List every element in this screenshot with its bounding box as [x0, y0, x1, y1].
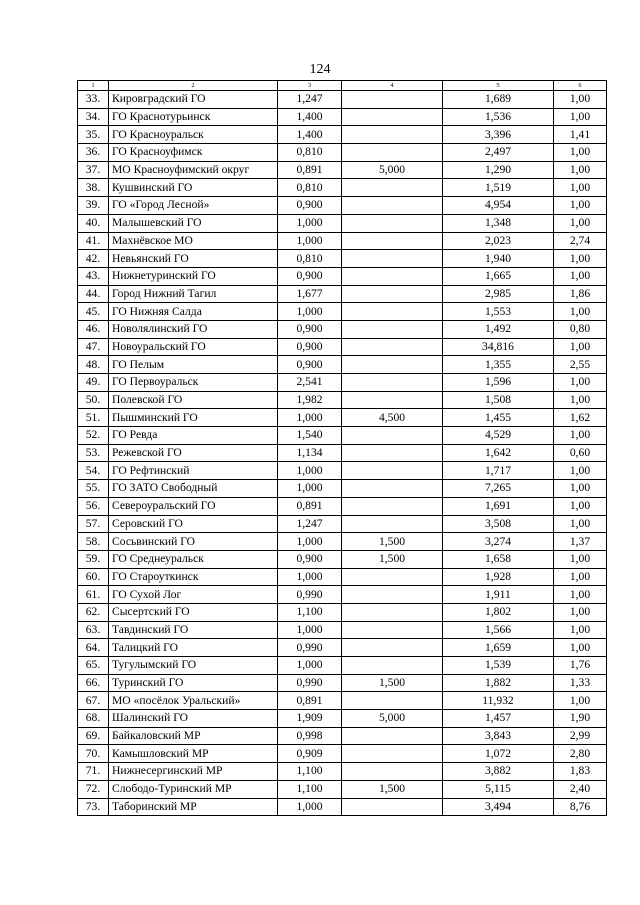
coefficient-col3: 1,000 — [278, 303, 342, 321]
table-row — [78, 303, 607, 321]
coefficient-col5: 1,539 — [443, 657, 554, 675]
column-number: 6 — [554, 81, 607, 91]
row-number: 36. — [78, 144, 109, 162]
coefficient-col3: 0,900 — [278, 320, 342, 338]
row-number: 63. — [78, 621, 109, 639]
row-number: 55. — [78, 480, 109, 498]
municipality-name: Таборинский МР — [109, 798, 278, 816]
coefficient-col3: 1,000 — [278, 462, 342, 480]
coefficient-col5: 1,911 — [443, 586, 554, 604]
coefficient-col5: 7,265 — [443, 480, 554, 498]
row-number: 61. — [78, 586, 109, 604]
coefficient-col4 — [342, 692, 443, 710]
municipality-name: ГО Краснотурьинск — [109, 108, 278, 126]
table-row — [78, 444, 607, 462]
coefficient-col3: 1,000 — [278, 621, 342, 639]
coefficient-col3: 1,000 — [278, 480, 342, 498]
coefficient-col6: 1,00 — [554, 267, 607, 285]
coefficient-col5: 1,689 — [443, 91, 554, 109]
row-number: 69. — [78, 727, 109, 745]
coefficient-col6: 1,00 — [554, 144, 607, 162]
coefficient-col6: 1,00 — [554, 374, 607, 392]
coefficient-col3: 1,909 — [278, 710, 342, 728]
coefficient-col5: 2,023 — [443, 232, 554, 250]
coefficient-col4 — [342, 197, 443, 215]
page-number: 124 — [309, 62, 331, 77]
table-row — [78, 427, 607, 445]
coefficient-col4 — [342, 303, 443, 321]
coefficient-col6: 0,80 — [554, 320, 607, 338]
coefficient-col3: 0,900 — [278, 338, 342, 356]
coefficient-col5: 1,348 — [443, 214, 554, 232]
municipality-name: ГО Пелым — [109, 356, 278, 374]
municipality-name: Режевской ГО — [109, 444, 278, 462]
table-row — [78, 338, 607, 356]
municipality-name: Шалинский ГО — [109, 710, 278, 728]
coefficient-col3: 1,400 — [278, 108, 342, 126]
municipality-name: Слободо-Туринский МР — [109, 780, 278, 798]
row-number: 40. — [78, 214, 109, 232]
coefficient-col5: 1,290 — [443, 161, 554, 179]
municipality-name: Туринский ГО — [109, 674, 278, 692]
row-number: 62. — [78, 603, 109, 621]
coefficient-col5: 4,529 — [443, 427, 554, 445]
row-number: 48. — [78, 356, 109, 374]
coefficient-col4 — [342, 763, 443, 781]
coefficient-col3: 0,900 — [278, 267, 342, 285]
coefficient-col4 — [342, 798, 443, 816]
table-row — [78, 568, 607, 586]
table-row — [78, 497, 607, 515]
municipality-name: ГО Староуткинск — [109, 568, 278, 586]
table-row — [78, 603, 607, 621]
coefficient-col5: 1,072 — [443, 745, 554, 763]
municipality-name: Североуральский ГО — [109, 497, 278, 515]
table-row — [78, 586, 607, 604]
row-number: 56. — [78, 497, 109, 515]
coefficient-col3: 1,000 — [278, 214, 342, 232]
municipality-name: Талицкий ГО — [109, 639, 278, 657]
coefficient-col5: 3,274 — [443, 533, 554, 551]
municipality-name: ГО ЗАТО Свободный — [109, 480, 278, 498]
coefficient-col3: 0,990 — [278, 586, 342, 604]
coefficient-col3: 0,900 — [278, 197, 342, 215]
coefficient-col6: 1,00 — [554, 586, 607, 604]
coefficient-col4 — [342, 250, 443, 268]
coefficient-col4: 1,500 — [342, 780, 443, 798]
municipality-name: Новоуральский ГО — [109, 338, 278, 356]
municipality-name: ГО Красноуральск — [109, 126, 278, 144]
column-number: 4 — [342, 81, 443, 91]
municipality-name: МО Красноуфимский округ — [109, 161, 278, 179]
coefficient-col5: 1,519 — [443, 179, 554, 197]
municipality-name: ГО Среднеуральск — [109, 550, 278, 568]
coefficient-col5: 3,396 — [443, 126, 554, 144]
coefficient-col6: 0,60 — [554, 444, 607, 462]
coefficient-col4 — [342, 427, 443, 445]
coefficient-col5: 1,658 — [443, 550, 554, 568]
coefficient-col3: 1,000 — [278, 568, 342, 586]
row-number: 33. — [78, 91, 109, 109]
coefficient-col4: 5,000 — [342, 161, 443, 179]
table-row — [78, 144, 607, 162]
coefficient-col3: 0,909 — [278, 745, 342, 763]
row-number: 42. — [78, 250, 109, 268]
table-row — [78, 462, 607, 480]
table-row — [78, 91, 607, 109]
table-row — [78, 161, 607, 179]
row-number: 67. — [78, 692, 109, 710]
municipality-name: Тавдинский ГО — [109, 621, 278, 639]
municipality-name: Кировградский ГО — [109, 91, 278, 109]
coefficient-col6: 1,00 — [554, 462, 607, 480]
municipality-name: ГО Красноуфимск — [109, 144, 278, 162]
municipality-name: Байкаловский МР — [109, 727, 278, 745]
municipality-name: Серовский ГО — [109, 515, 278, 533]
coefficient-col3: 0,810 — [278, 144, 342, 162]
coefficient-col3: 1,982 — [278, 391, 342, 409]
coefficient-col5: 2,497 — [443, 144, 554, 162]
table-row — [78, 692, 607, 710]
coefficient-col6: 1,00 — [554, 214, 607, 232]
table-row — [78, 250, 607, 268]
column-number-row — [78, 81, 607, 91]
municipality-name: Пышминский ГО — [109, 409, 278, 427]
municipality-name: ГО Первоуральск — [109, 374, 278, 392]
municipality-name: Малышевский ГО — [109, 214, 278, 232]
coefficient-col3: 0,998 — [278, 727, 342, 745]
row-number: 35. — [78, 126, 109, 144]
coefficient-col5: 1,566 — [443, 621, 554, 639]
table-row — [78, 179, 607, 197]
coefficient-col5: 1,882 — [443, 674, 554, 692]
coefficient-col3: 1,540 — [278, 427, 342, 445]
table-row — [78, 727, 607, 745]
municipality-name: ГО Рефтинский — [109, 462, 278, 480]
coefficient-col5: 1,940 — [443, 250, 554, 268]
table-row — [78, 108, 607, 126]
coefficient-col5: 5,115 — [443, 780, 554, 798]
row-number: 41. — [78, 232, 109, 250]
coefficient-col5: 1,536 — [443, 108, 554, 126]
coefficient-col3: 0,891 — [278, 497, 342, 515]
municipality-name: Невьянский ГО — [109, 250, 278, 268]
coefficient-col5: 3,508 — [443, 515, 554, 533]
coefficient-col3: 1,000 — [278, 232, 342, 250]
row-number: 52. — [78, 427, 109, 445]
municipality-name: Полевской ГО — [109, 391, 278, 409]
coefficient-col4 — [342, 356, 443, 374]
coefficient-col3: 0,900 — [278, 356, 342, 374]
coefficient-col5: 1,665 — [443, 267, 554, 285]
table-row — [78, 356, 607, 374]
coefficient-col6: 1,00 — [554, 427, 607, 445]
municipal-coefficients-table — [77, 80, 607, 816]
column-number: 2 — [109, 81, 278, 91]
municipality-name: ГО Нижняя Салда — [109, 303, 278, 321]
coefficient-col5: 11,932 — [443, 692, 554, 710]
coefficient-col6: 1,62 — [554, 409, 607, 427]
coefficient-col5: 3,494 — [443, 798, 554, 816]
row-number: 71. — [78, 763, 109, 781]
coefficient-col6: 1,37 — [554, 533, 607, 551]
coefficient-col6: 1,90 — [554, 710, 607, 728]
coefficient-col5: 1,642 — [443, 444, 554, 462]
row-number: 44. — [78, 285, 109, 303]
row-number: 68. — [78, 710, 109, 728]
coefficient-col4 — [342, 639, 443, 657]
coefficient-col6: 1,00 — [554, 621, 607, 639]
column-number: 1 — [78, 81, 109, 91]
coefficient-col6: 2,99 — [554, 727, 607, 745]
coefficient-col5: 1,659 — [443, 639, 554, 657]
coefficient-col4 — [342, 462, 443, 480]
coefficient-col6: 1,00 — [554, 568, 607, 586]
coefficient-col6: 1,33 — [554, 674, 607, 692]
coefficient-col5: 1,355 — [443, 356, 554, 374]
coefficient-col3: 0,891 — [278, 161, 342, 179]
municipality-name: Камышловский МР — [109, 745, 278, 763]
coefficient-col5: 1,553 — [443, 303, 554, 321]
coefficient-col4: 1,500 — [342, 674, 443, 692]
table-row — [78, 232, 607, 250]
coefficient-col4 — [342, 391, 443, 409]
municipality-name: Город Нижний Тагил — [109, 285, 278, 303]
municipality-name: ГО Сухой Лог — [109, 586, 278, 604]
row-number: 54. — [78, 462, 109, 480]
coefficient-col6: 8,76 — [554, 798, 607, 816]
coefficient-col3: 1,100 — [278, 780, 342, 798]
row-number: 72. — [78, 780, 109, 798]
table-row — [78, 710, 607, 728]
coefficient-col4 — [342, 621, 443, 639]
coefficient-col4 — [342, 267, 443, 285]
municipality-name: Нижнесергинский МР — [109, 763, 278, 781]
coefficient-col4: 1,500 — [342, 533, 443, 551]
coefficient-col4 — [342, 568, 443, 586]
coefficient-col6: 1,00 — [554, 692, 607, 710]
row-number: 37. — [78, 161, 109, 179]
coefficient-col4 — [342, 91, 443, 109]
row-number: 60. — [78, 568, 109, 586]
table-row — [78, 621, 607, 639]
row-number: 73. — [78, 798, 109, 816]
coefficient-col6: 1,00 — [554, 550, 607, 568]
municipality-name: Нижнетуринский ГО — [109, 267, 278, 285]
table-row — [78, 214, 607, 232]
coefficient-col4 — [342, 480, 443, 498]
table-row — [78, 480, 607, 498]
coefficient-col3: 1,000 — [278, 409, 342, 427]
coefficient-col3: 0,990 — [278, 639, 342, 657]
coefficient-col5: 1,455 — [443, 409, 554, 427]
coefficient-col4 — [342, 515, 443, 533]
coefficient-col6: 1,00 — [554, 161, 607, 179]
row-number: 39. — [78, 197, 109, 215]
coefficient-col3: 1,400 — [278, 126, 342, 144]
table-row — [78, 320, 607, 338]
coefficient-col5: 4,954 — [443, 197, 554, 215]
coefficient-col6: 1,00 — [554, 303, 607, 321]
table-row — [78, 285, 607, 303]
table-row — [78, 780, 607, 798]
table-body — [78, 81, 607, 816]
row-number: 59. — [78, 550, 109, 568]
coefficient-col3: 1,247 — [278, 515, 342, 533]
coefficient-col3: 1,677 — [278, 285, 342, 303]
row-number: 34. — [78, 108, 109, 126]
coefficient-col5: 1,508 — [443, 391, 554, 409]
coefficient-col3: 1,000 — [278, 798, 342, 816]
coefficient-col3: 0,810 — [278, 250, 342, 268]
row-number: 50. — [78, 391, 109, 409]
coefficient-col3: 1,000 — [278, 657, 342, 675]
coefficient-col4 — [342, 586, 443, 604]
coefficient-col3: 1,247 — [278, 91, 342, 109]
coefficient-col6: 1,00 — [554, 480, 607, 498]
coefficient-col4 — [342, 745, 443, 763]
column-number: 3 — [278, 81, 342, 91]
table-row — [78, 126, 607, 144]
coefficient-col4 — [342, 232, 443, 250]
table-row — [78, 745, 607, 763]
table-row — [78, 763, 607, 781]
row-number: 38. — [78, 179, 109, 197]
municipality-name: Сысертский ГО — [109, 603, 278, 621]
table-row — [78, 674, 607, 692]
table-row — [78, 657, 607, 675]
municipality-name: ГО «Город Лесной» — [109, 197, 278, 215]
coefficient-col6: 1,00 — [554, 197, 607, 215]
coefficient-col6: 2,55 — [554, 356, 607, 374]
municipality-name: Тугулымский ГО — [109, 657, 278, 675]
coefficient-col4 — [342, 179, 443, 197]
table-row — [78, 639, 607, 657]
table-row — [78, 409, 607, 427]
coefficient-col4 — [342, 144, 443, 162]
coefficient-col6: 1,00 — [554, 391, 607, 409]
row-number: 46. — [78, 320, 109, 338]
coefficient-col4: 4,500 — [342, 409, 443, 427]
coefficient-col3: 0,990 — [278, 674, 342, 692]
coefficient-col5: 1,596 — [443, 374, 554, 392]
row-number: 49. — [78, 374, 109, 392]
table-row — [78, 197, 607, 215]
table-row — [78, 550, 607, 568]
row-number: 70. — [78, 745, 109, 763]
coefficient-col5: 1,492 — [443, 320, 554, 338]
coefficient-col6: 1,00 — [554, 515, 607, 533]
municipality-name: Новолялинский ГО — [109, 320, 278, 338]
municipality-name: Кушвинский ГО — [109, 179, 278, 197]
row-number: 51. — [78, 409, 109, 427]
coefficient-col5: 1,457 — [443, 710, 554, 728]
coefficient-col4 — [342, 374, 443, 392]
coefficient-col4 — [342, 444, 443, 462]
coefficient-col3: 0,810 — [278, 179, 342, 197]
coefficient-col6: 1,41 — [554, 126, 607, 144]
coefficient-col6: 1,00 — [554, 250, 607, 268]
coefficient-col5: 3,882 — [443, 763, 554, 781]
coefficient-col4 — [342, 126, 443, 144]
table-row — [78, 533, 607, 551]
coefficient-col3: 0,891 — [278, 692, 342, 710]
row-number: 45. — [78, 303, 109, 321]
coefficient-col6: 1,76 — [554, 657, 607, 675]
coefficient-col6: 2,80 — [554, 745, 607, 763]
table-row — [78, 391, 607, 409]
coefficient-col3: 0,900 — [278, 550, 342, 568]
coefficient-col6: 1,00 — [554, 639, 607, 657]
coefficient-col3: 1,100 — [278, 603, 342, 621]
municipality-name: МО «посёлок Уральский» — [109, 692, 278, 710]
row-number: 53. — [78, 444, 109, 462]
coefficient-col6: 1,86 — [554, 285, 607, 303]
row-number: 58. — [78, 533, 109, 551]
row-number: 66. — [78, 674, 109, 692]
coefficient-col5: 34,816 — [443, 338, 554, 356]
coefficient-col6: 2,74 — [554, 232, 607, 250]
coefficient-col5: 1,802 — [443, 603, 554, 621]
coefficient-col6: 1,00 — [554, 338, 607, 356]
coefficient-col3: 1,100 — [278, 763, 342, 781]
row-number: 43. — [78, 267, 109, 285]
coefficient-col4: 1,500 — [342, 550, 443, 568]
coefficient-col3: 1,134 — [278, 444, 342, 462]
coefficient-col4 — [342, 214, 443, 232]
coefficient-col5: 1,717 — [443, 462, 554, 480]
municipality-name: Махнёвское МО — [109, 232, 278, 250]
coefficient-col5: 1,691 — [443, 497, 554, 515]
row-number: 65. — [78, 657, 109, 675]
table-row — [78, 374, 607, 392]
table-row — [78, 267, 607, 285]
coefficient-col6: 1,00 — [554, 91, 607, 109]
coefficient-col6: 1,00 — [554, 108, 607, 126]
coefficient-col6: 1,00 — [554, 497, 607, 515]
coefficient-col4 — [342, 497, 443, 515]
coefficient-col4 — [342, 338, 443, 356]
coefficient-col5: 1,928 — [443, 568, 554, 586]
coefficient-col4 — [342, 108, 443, 126]
coefficient-col4 — [342, 320, 443, 338]
row-number: 57. — [78, 515, 109, 533]
coefficient-col3: 1,000 — [278, 533, 342, 551]
coefficient-col5: 3,843 — [443, 727, 554, 745]
coefficient-col4 — [342, 285, 443, 303]
coefficient-col6: 1,00 — [554, 179, 607, 197]
coefficient-col4 — [342, 603, 443, 621]
coefficient-col4 — [342, 657, 443, 675]
municipality-name: Сосьвинский ГО — [109, 533, 278, 551]
coefficient-col6: 2,40 — [554, 780, 607, 798]
row-number: 47. — [78, 338, 109, 356]
coefficient-col6: 1,83 — [554, 763, 607, 781]
coefficient-col4 — [342, 727, 443, 745]
table-row — [78, 798, 607, 816]
municipality-name: ГО Ревда — [109, 427, 278, 445]
row-number: 64. — [78, 639, 109, 657]
coefficient-col6: 1,00 — [554, 603, 607, 621]
coefficient-col4: 5,000 — [342, 710, 443, 728]
column-number: 5 — [443, 81, 554, 91]
table-row — [78, 515, 607, 533]
coefficient-col5: 2,985 — [443, 285, 554, 303]
coefficient-col3: 2,541 — [278, 374, 342, 392]
